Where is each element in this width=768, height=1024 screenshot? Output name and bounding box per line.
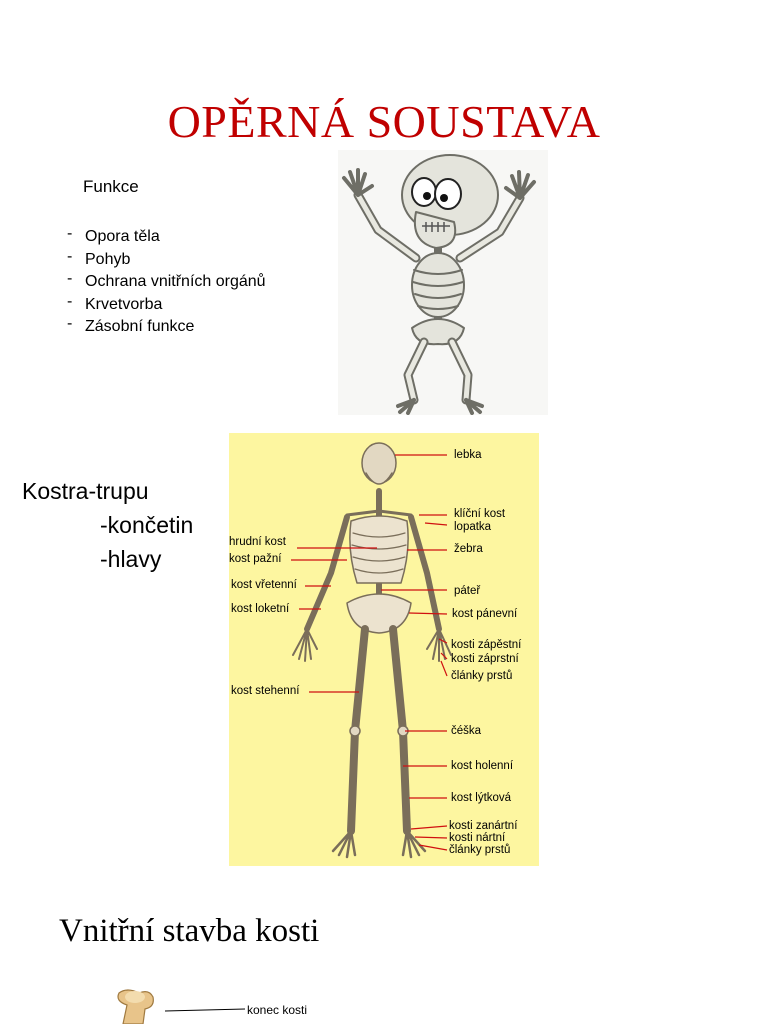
skeleton-part-trunk: Kostra-trupu bbox=[22, 478, 149, 504]
list-item: - Krvetvorba bbox=[67, 292, 163, 313]
diagram-label: kost holenní bbox=[451, 760, 514, 772]
functions-heading: Funkce bbox=[83, 177, 139, 196]
skeleton-parts-text bbox=[22, 474, 193, 576]
diagram-label: klíční kost bbox=[454, 508, 506, 520]
diagram-label: kosti záprstní bbox=[451, 653, 519, 665]
bone-label: konec kosti bbox=[247, 1003, 308, 1017]
diagram-label: kost pažní bbox=[229, 553, 282, 565]
diagram-label: kosti zanártní bbox=[449, 820, 518, 832]
diagram-label: články prstů bbox=[449, 844, 511, 856]
skeleton-part-head: -hlavy bbox=[100, 546, 162, 572]
skeleton-part-limbs: -končetin bbox=[100, 512, 194, 538]
skeleton-diagram bbox=[229, 433, 539, 866]
diagram-label: hrudní kost bbox=[229, 536, 286, 548]
functions-list bbox=[67, 226, 266, 339]
cartoon-skeleton-image bbox=[338, 150, 548, 415]
diagram-label: čéška bbox=[451, 725, 482, 737]
section-heading: Vnitřní stavba kosti bbox=[59, 913, 320, 949]
list-item: - Opora těla bbox=[67, 225, 160, 245]
diagram-label: kost vřetenní bbox=[231, 579, 297, 591]
diagram-label: kosti nártní bbox=[449, 832, 506, 844]
list-item: - Zásobní funkce bbox=[67, 315, 195, 336]
diagram-label: páteř bbox=[454, 585, 481, 597]
list-item: - Pohyb bbox=[67, 247, 131, 268]
diagram-label: kosti zápěstní bbox=[451, 639, 522, 651]
diagram-label: články prstů bbox=[451, 670, 513, 682]
diagram-label: lopatka bbox=[454, 521, 492, 533]
bone-image bbox=[105, 985, 255, 1024]
diagram-label: kost stehenní bbox=[231, 685, 300, 697]
diagram-label: kost loketní bbox=[231, 603, 290, 615]
diagram-label: kost lýtková bbox=[451, 792, 512, 804]
page-title: OPĚRNÁ SOUSTAVA bbox=[167, 96, 601, 147]
list-item: - Ochrana vnitřních orgánů bbox=[67, 270, 266, 291]
diagram-label: lebka bbox=[454, 449, 482, 461]
diagram-label: žebra bbox=[454, 543, 483, 555]
diagram-label: kost pánevní bbox=[452, 608, 518, 620]
